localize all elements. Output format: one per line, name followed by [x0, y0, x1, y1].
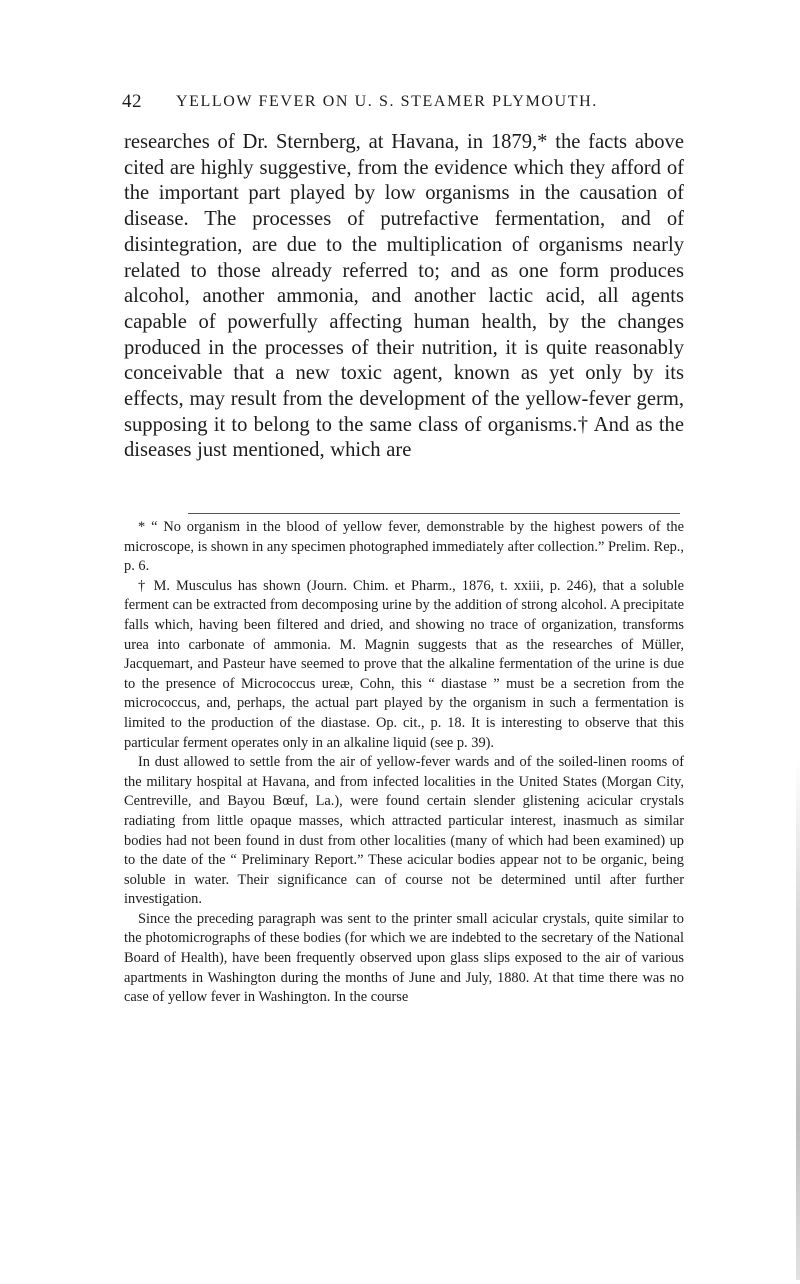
main-text	[124, 130, 684, 464]
footnote-dagger: † M. Musculus has shown (Journ. Chim. et Pharm., 1876, t. xxiii, p. 246), that a soluble ferment can be extracted from decomposing urine by the addition of strong alcohol. A precipitate falls which, having been filtered and dried, and showing no trace of organization, transforms urea into carbonate of ammonia. M. Magnin suggests that as the researches of Müller, Jacquemart, and Pasteur have seemed to prove that the alkaline fermentation of the urine is due to the presence of Micrococcus ureæ, Cohn, this “ diastase ” must be a secretion from the micrococcus, and, perhaps, the actual part played by the organism in such a fermentation is limited to the production of the diastase. Op. cit., p. 18. It is interesting to observe that this particular ferment operates only in an alkaline liquid (see p. 39).	[124, 577, 684, 751]
footnote-continuation: Since the preceding paragraph was sent to the printer small acicular crystals, quite similar to the photomicrographs of these bodies (for which we are indebted to the secretary of the National Board of Health), have been frequently observed upon glass slips exposed to the air of various apartments in Washington during the months of June and July, 1880. At that time there was no case of yellow fever in Washington. In the course	[124, 910, 684, 1006]
body-paragraph: researches of Dr. Sternberg, at Havana, in 1879,* the facts above cited are highly suggestive, from the evidence which they afford of the important part played by low organisms in the causation of disease. The processes of putrefactive fermentation, and of disintegration, are due to the multiplication of organisms nearly related to those already referred to; and as one form produces alcohol, another ammonia, and another lactic acid, all agents capable of powerfully affecting human health, by the changes produced in the processes of their nutrition, it is quite reasonably conceivable that a new toxic agent, known as yet only by its effects, may result from the development of the yellow-fever germ, supposing it to belong to the same class of organisms.† And as the diseases just mentioned, which are	[124, 131, 684, 462]
footnote-star: * “ No organism in the blood of yellow fever, demonstrable by the highest powers of the microscope, is shown in any specimen photographed immediately after collection.” Prelim. Rep., p. 6.	[124, 519, 684, 575]
page-number: 42	[122, 91, 142, 112]
footnote-continuation: In dust allowed to settle from the air of yellow-fever wards and of the soiled-linen rooms of the military hospital at Havana, and from infected localities in the United States (Morgan City, Centreville, and Bayou Bœuf, La.), were found certain slender glistening acicular crystals radiating from little opaque masses, which attracted particular interest, inasmuch as similar bodies had not been found in dust from other localities (many of which had been examined) up to the date of the “ Preliminary Report.” These acicular bodies appear not to be organic, being soluble in water. Their significance can of course not be determined until after further investigation.	[124, 754, 684, 908]
footnotes	[124, 518, 684, 1008]
page-header	[120, 91, 680, 115]
running-title: YELLOW FEVER ON U. S. STEAMER PLYMOUTH.	[176, 93, 598, 110]
footnote-rule	[188, 513, 680, 514]
page-edge-shadow	[796, 760, 800, 1280]
